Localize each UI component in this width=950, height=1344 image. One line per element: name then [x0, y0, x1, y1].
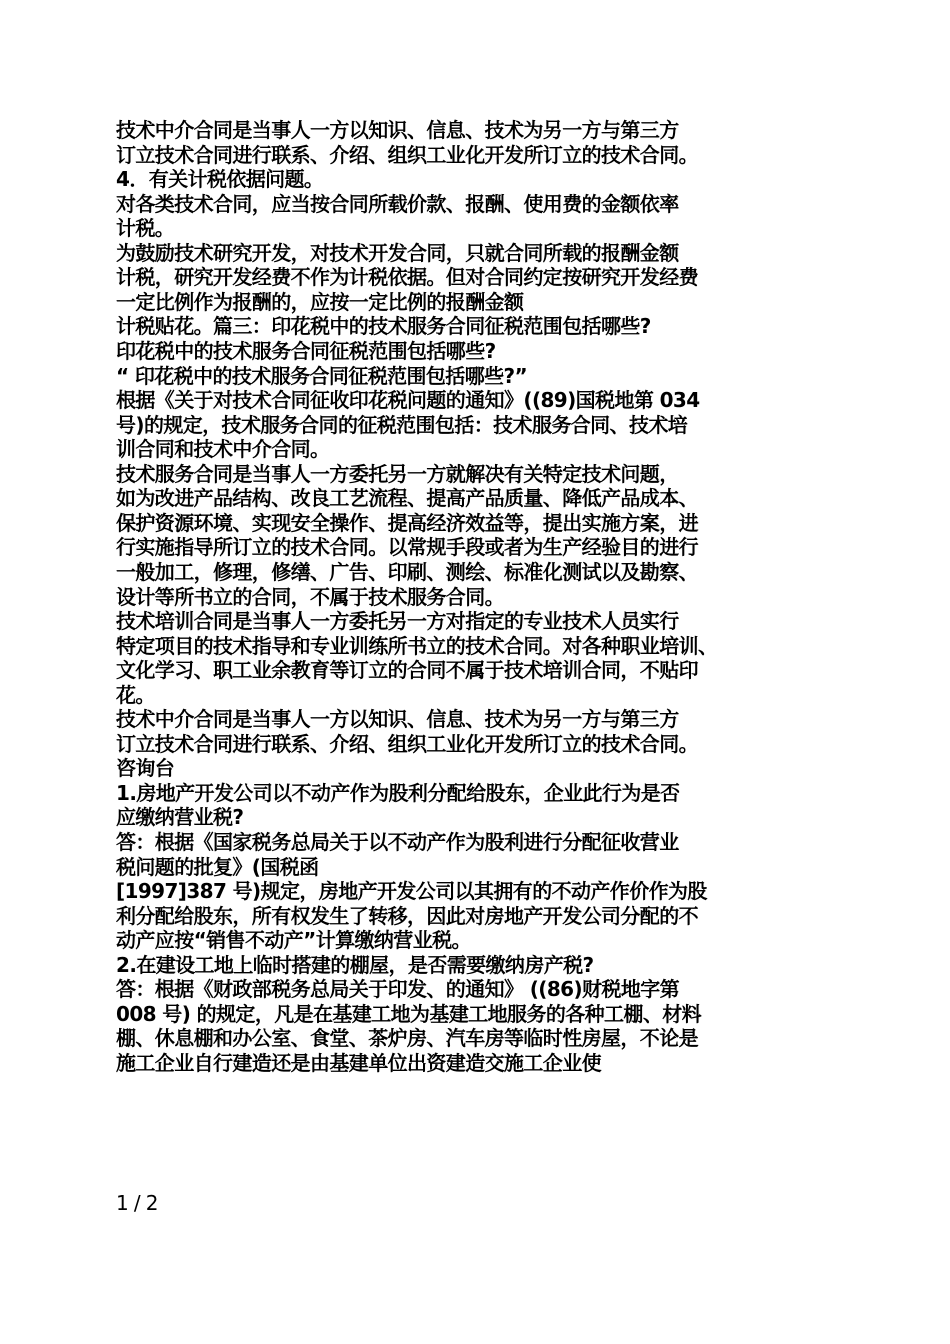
text-line: 应缴纳营业税? — [116, 805, 244, 830]
text-line: 为鼓励技术研究开发，对技术开发合同，只就合同所载的报酬金额 — [116, 240, 679, 265]
text-line: 2.在建设工地上临时搭建的棚屋，是否需要缴纳房产税? — [116, 952, 594, 977]
text-line: 训合同和技术中介合同。 — [116, 437, 330, 462]
text-line: 设计等所书立的合同，不属于技术服务合同。 — [116, 584, 504, 609]
text-line: 一般加工，修理，修缮、广告、印刷、测绘、标准化测试以及勘察、 — [116, 559, 698, 584]
text-line: 订立技术合同进行联系、介绍、组织工业化开发所订立的技术合同。 — [116, 142, 698, 167]
text-line: [1997]387 号)规定，房地产开发公司以其拥有的不动产作价作为股 — [116, 879, 707, 904]
text-line: 号)的规定，技术服务合同的征税范围包括：技术服务合同、技术培 — [116, 412, 688, 437]
text-line: 税问题的批复》(国税函 — [116, 854, 319, 879]
text-line: 动产应按“销售不动产”计算缴纳营业税。 — [116, 928, 471, 953]
text-line: 文化学习、职工业余教育等订立的合同不属于技术培训合同，不贴印 — [116, 658, 698, 683]
text-line: 订立技术合同进行联系、介绍、组织工业化开发所订立的技术合同。 — [116, 731, 698, 756]
text-line: 花。 — [116, 682, 155, 707]
text-line: 利分配给股东，所有权发生了转移，因此对房地产开发公司分配的不 — [116, 903, 698, 928]
text-line: 计税。 — [116, 216, 175, 241]
text-line: 如为改进产品结构、改良工艺流程、提高产品质量、降低产品成本、 — [116, 486, 698, 511]
text-line: 技术中介合同是当事人一方以知识、信息、技术为另一方与第三方 — [116, 118, 679, 142]
text-line: 计税，研究开发经费不作为计税依据。但对合同约定按研究开发经费 — [116, 265, 698, 290]
text-line: 保护资源环境、实现安全操作、提高经济效益等，提出实施方案，进 — [116, 510, 698, 535]
text-line: 施工企业自行建造还是由基建单位出资建造交施工企业使 — [116, 1050, 601, 1075]
text-line: 咨询台 — [116, 756, 175, 781]
text-line: 技术中介合同是当事人一方以知识、信息、技术为另一方与第三方 — [116, 707, 679, 732]
text-line: 答：根据《财政部税务总局关于印发、的通知》 ((86)财税地字第 — [116, 977, 680, 1002]
text-line: 技术培训合同是当事人一方委托另一方对指定的专业技术人员实行 — [116, 609, 679, 633]
text-line: 技术服务合同是当事人一方委托另一方就解决有关特定技术问题， — [116, 461, 679, 486]
text-line: 一定比例作为报酬的，应按一定比例的报酬金额 — [116, 289, 524, 314]
text-line: 行实施指导所订立的技术合同。以常规手段或者为生产经验目的进行 — [116, 535, 698, 560]
text-line: 008 号) 的规定，凡是在基建工地为基建工地服务的各种工棚、材料 — [116, 1001, 702, 1026]
text-line: 棚、休息棚和办公室、食堂、茶炉房、汽车房等临时性房屋，不论是 — [116, 1026, 698, 1051]
text-line: 根据《关于对技术合同征收印花税问题的通知》((89)国税地第 034 — [116, 388, 700, 413]
text-line: 特定项目的技术指导和专业训练所书立的技术合同。对各种职业培训、 — [116, 633, 718, 658]
text-line: 计税贴花。篇三：印花税中的技术服务合同征税范围包括哪些? — [116, 314, 651, 339]
text-line: “ 印花税中的技术服务合同征税范围包括哪些?” — [116, 363, 528, 388]
text-line: 印花税中的技术服务合同征税范围包括哪些? — [116, 339, 496, 363]
text-line: 1.房地产开发公司以不动产作为股利分配给股东，企业此行为是否 — [116, 780, 680, 805]
page-number: 1 / 2 — [116, 1191, 158, 1215]
text-line: 答：根据《国家税务总局关于以不动产作为股利进行分配征收营业 — [116, 830, 679, 854]
text-line: 对各类技术合同，应当按合同所载价款、报酬、使用费的金额依率 — [116, 191, 679, 216]
text-line: 4．有关计税依据问题。 — [116, 167, 324, 192]
